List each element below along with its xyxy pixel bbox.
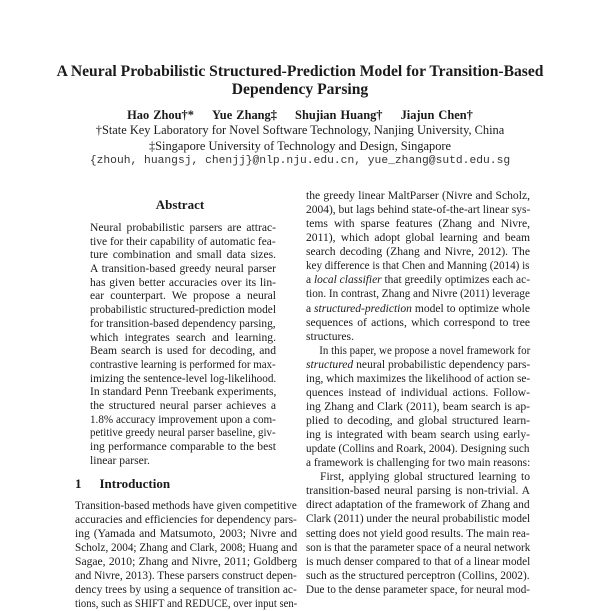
text-line: such as the structured perceptron (Collins, 2002). xyxy=(306,568,530,582)
text-line: for transition-based dependency parsing, xyxy=(90,316,276,330)
author: Jiajun Chen† xyxy=(400,108,473,122)
text-line: update (Collins and Roark, 2004). Designing such xyxy=(306,442,530,456)
text-line: petitive greedy neural parser baseline, giv- xyxy=(90,426,276,440)
text-line: has given better accuracies over its lin- xyxy=(90,275,276,289)
abstract-heading: Abstract xyxy=(155,197,205,212)
text-line: A transition-based greedy neural parser xyxy=(90,262,276,276)
section-heading xyxy=(75,476,170,491)
text-line: the structured neural parser achieves a xyxy=(90,398,276,412)
text-line: structures. xyxy=(306,329,354,343)
text-line: ing is integrated with beam search using early- xyxy=(306,428,530,442)
text-line: tive for their capability of automatic fea- xyxy=(90,234,276,248)
text-line: ing Zhang and Clark (2011), beam search is ap- xyxy=(306,399,530,413)
author: Hao Zhou†* xyxy=(127,108,194,122)
author-emails: {zhouh, huangsj, chenjj}@nlp.nju.edu.cn, yue_zhang@sutd.edu.sg xyxy=(89,155,511,167)
emphasis: structured-prediction xyxy=(314,301,412,315)
text-line: Neural probabilistic parsers are attrac- xyxy=(90,221,276,234)
text-line: imizing the sentence-level log-likelihood. xyxy=(90,371,277,385)
text-line: son is that the parameter space of a neural network xyxy=(306,540,531,554)
author-list xyxy=(0,108,600,123)
author: Shujian Huang† xyxy=(295,108,383,122)
text-line: plied to decoding, and global structured learn- xyxy=(306,414,530,427)
emphasis: local classifier xyxy=(313,273,382,287)
affiliation: ‡Singapore University of Technology and Design, Singapore xyxy=(148,139,452,153)
text-line: tions, such as SHIFT and REDUCE, over input sen- xyxy=(75,597,298,610)
text-line: and Nivre, 2013). These parsers construct depen- xyxy=(75,569,297,582)
text-line: ing performance comparable to the best xyxy=(90,440,276,453)
author: Yue Zhang‡ xyxy=(212,108,277,122)
abstract-body xyxy=(90,221,276,467)
section-title: Introduction xyxy=(99,476,171,491)
text-line: ing, which maximizes the likelihood of action se- xyxy=(306,371,531,385)
text-line: search decoding (Zhang and Nivre, 2012). The xyxy=(306,245,530,259)
right-column xyxy=(306,189,530,600)
section-number: 1 xyxy=(75,476,82,491)
text-line: which integrates search and learning. xyxy=(90,330,276,344)
text-line: ing (Yamada and Matsumoto, 2003; Nivre and xyxy=(75,527,297,540)
text-line: 2011), which adopt global learning and beam xyxy=(306,231,530,245)
text-line: structured neural probabilistic dependency pars- xyxy=(306,357,531,371)
intro-left-column xyxy=(75,499,298,610)
text-line: tems with sparse features (Zhang and Nivre, xyxy=(306,217,530,231)
text-line: 1.8% accuracy improvement upon a com- xyxy=(90,412,276,426)
text-line: a framework is challenging for two main reasons: xyxy=(306,456,531,470)
text-line: Due to the dense parameter space, for neural mod- xyxy=(306,582,530,596)
text-line: sequences of actions, which correspond to tree xyxy=(306,315,530,329)
text-line: linear parser. xyxy=(90,453,150,467)
text-line: Clark (2011) under the neural probabilistic model xyxy=(306,512,531,526)
text-line: probabilistic structured-prediction model xyxy=(90,303,276,317)
text-line: dency trees by using a sequence of transition ac- xyxy=(75,583,297,596)
text-line: ture combination and small data sizes. xyxy=(90,248,276,262)
affiliation: †State Key Laboratory for Novel Software Technology, Nanjing University, China xyxy=(95,123,505,137)
text-line: is much denser compared to that of a linear model xyxy=(306,554,531,568)
text-line: a structured-prediction model to optimize whole xyxy=(306,301,530,315)
text-line: setting does not yield good results. The main rea- xyxy=(306,526,530,540)
paper-title-line-2: Dependency Parsing xyxy=(231,81,369,98)
text-line: key difference is that Chen and Manning (2014) is xyxy=(306,259,530,273)
paper-title-line-1: A Neural Probabilistic Structured-Prediction Model for Transition-Based xyxy=(56,63,544,80)
emphasis: structured xyxy=(306,357,354,371)
text-line: First, applying global structured learning to xyxy=(320,470,530,484)
text-line: accuracies and efficiencies for dependency pars- xyxy=(75,513,297,526)
text-line: Sagae, 2010; Zhang and Nivre, 2011; Goldberg xyxy=(75,555,297,568)
text-line: Transition-based methods have given competitive xyxy=(75,499,297,512)
text-line: contrastive learning is performed for max- xyxy=(90,357,276,371)
text-line: direct adaptation of the framework of Zhang and xyxy=(306,498,530,512)
text-line: tion. In contrast, Zhang and Nivre (2011) leverage xyxy=(306,287,530,301)
text-line: transition-based neural parsing is non-trivial. A xyxy=(306,484,530,498)
text-line: a local classifier that greedily optimizes each ac- xyxy=(306,273,531,287)
text-line: quences instead of individual actions. Follow- xyxy=(306,385,530,399)
text-line: In this paper, we propose a novel framework for xyxy=(319,343,531,357)
text-line: Beam search is used for decoding, and xyxy=(90,344,276,358)
text-line: Scholz, 2004; Zhang and Clark, 2008; Huang and xyxy=(75,541,298,554)
text-line: the greedy linear MaltParser (Nivre and Scholz, xyxy=(306,189,530,202)
text-line: 2004), but lags behind state-of-the-art linear sys- xyxy=(306,203,531,217)
text-line: ear counterpart. We propose a neural xyxy=(90,289,276,303)
text-line: In standard Penn Treebank experiments, xyxy=(90,385,277,399)
